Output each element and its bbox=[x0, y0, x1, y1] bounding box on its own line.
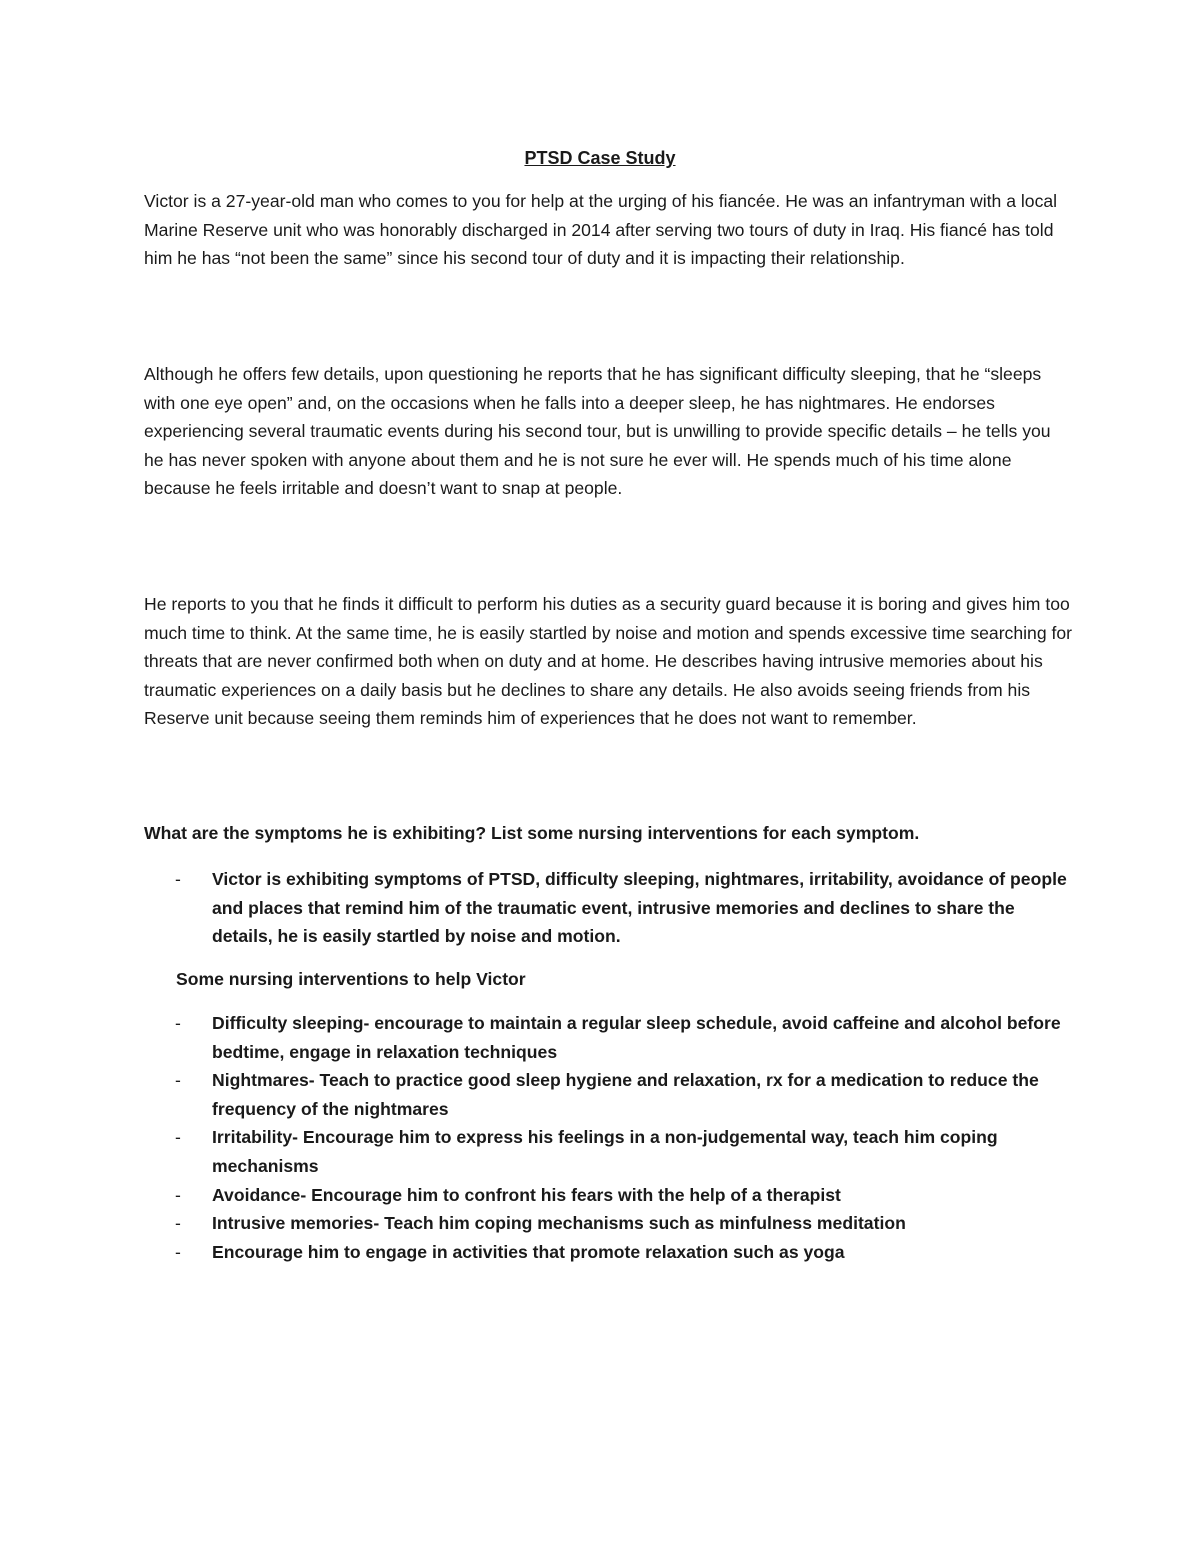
bullet-dash: - bbox=[175, 1241, 181, 1262]
document-title: PTSD Case Study bbox=[524, 148, 676, 168]
list-item bbox=[144, 1209, 1074, 1238]
bullet-dash: - bbox=[175, 1213, 181, 1234]
interventions-list bbox=[144, 1009, 1074, 1266]
symptoms-answer-text: Victor is exhibiting symptoms of PTSD, difficulty sleeping, nightmares, irritability, avoidance of people and places that remind him of the traumatic event, intrusive memories and declines to share the details, he is easily startled by noise and motion. bbox=[212, 869, 1067, 947]
intervention-text: Difficulty sleeping- encourage to maintain a regular sleep schedule, avoid caffeine and alcohol before bedtime, engage in relaxation techniques bbox=[212, 1013, 1061, 1062]
bullet-dash: - bbox=[175, 1184, 181, 1205]
intervention-text: Intrusive memories- Teach him coping mechanisms such as minfulness meditation bbox=[212, 1213, 906, 1234]
intervention-text: Avoidance- Encourage him to confront his fears with the help of a therapist bbox=[212, 1184, 841, 1205]
case-paragraph-3: He reports to you that he finds it difficult to perform his duties as a security guard because it is boring and gives him too much time to think. At the same time, he is easily startled by noise and motion and spends excessive time searching for threats that are never confirmed both when on duty and at home. He describes having intrusive memories about his traumatic experiences on a daily basis but he declines to share any details. He also avoids seeing friends from his Reserve unit because seeing them reminds him of experiences that he does not want to remember. bbox=[144, 594, 1073, 729]
list-item bbox=[144, 1123, 1074, 1180]
list-item bbox=[144, 1066, 1074, 1123]
symptoms-list bbox=[144, 865, 1074, 951]
bullet-dash: - bbox=[175, 1070, 181, 1091]
intervention-text: Irritability- Encourage him to express his feelings in a non-judgemental way, teach him coping mechanisms bbox=[212, 1127, 998, 1176]
list-item bbox=[144, 1009, 1074, 1066]
list-item bbox=[144, 865, 1074, 951]
intervention-text: Encourage him to engage in activities that promote relaxation such as yoga bbox=[212, 1241, 845, 1262]
list-item bbox=[144, 1238, 1074, 1267]
list-item bbox=[144, 1181, 1074, 1210]
case-paragraph-2: Although he offers few details, upon questioning he reports that he has significant difficulty sleeping, that he “sleeps with one eye open” and, on the occasions when he falls into a deeper sleep, he has nightmares. He endorses experiencing several traumatic events during his second tour, but is unwilling to provide specific details – he tells you he has never spoken with anyone about them and he is not sure he ever will. He spends much of his time alone because he feels irritable and doesn’t want to snap at people. bbox=[144, 364, 1051, 499]
case-paragraph-1: Victor is a 27-year-old man who comes to you for help at the urging of his fiancée. He was an infantryman with a local Marine Reserve unit who was honorably discharged in 2014 after serving two tours of duty in Iraq. His fiancé has told him he has “not been the same” since his second tour of duty and it is impacting their relationship. bbox=[144, 191, 1058, 269]
bullet-dash: - bbox=[175, 869, 181, 889]
question-heading: What are the symptoms he is exhibiting? List some nursing interventions for each symptom. bbox=[144, 823, 920, 843]
interventions-heading: Some nursing interventions to help Victor bbox=[176, 969, 526, 989]
bullet-dash: - bbox=[175, 1013, 181, 1033]
bullet-dash: - bbox=[175, 1127, 181, 1148]
intervention-text: Nightmares- Teach to practice good sleep hygiene and relaxation, rx for a medication to reduce the frequency of the nightmares bbox=[212, 1070, 1039, 1119]
